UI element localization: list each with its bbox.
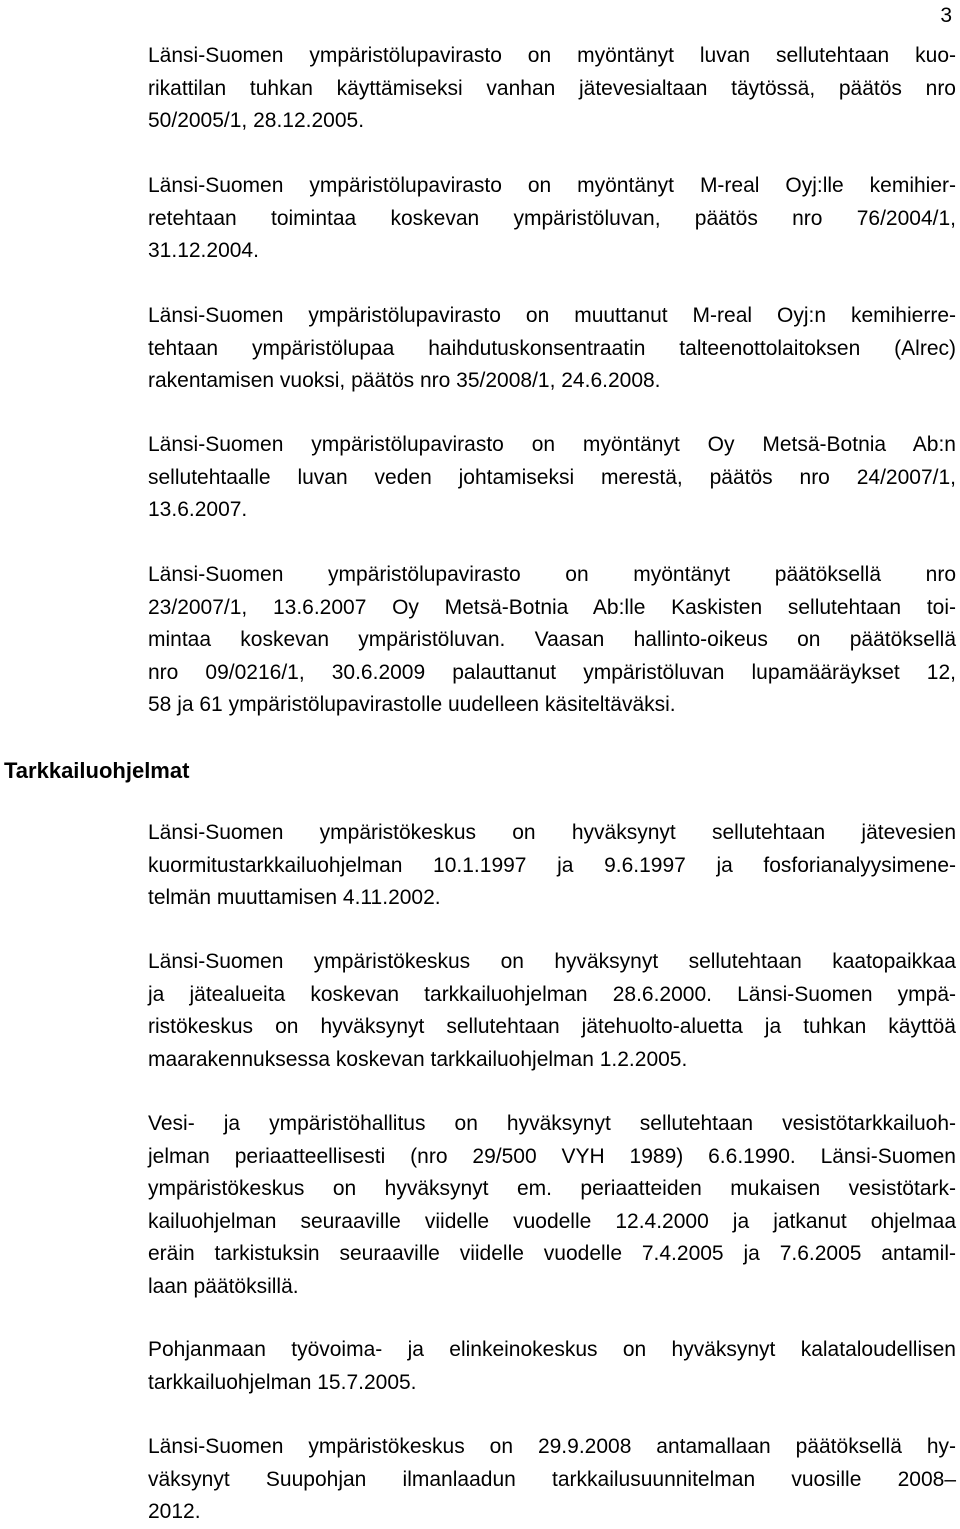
- text-line: retehtaan toimintaa koskevan ympäristöluvan, päätös nro 76/2004/1,: [148, 206, 956, 230]
- text-line: Vesi- ja ympäristöhallitus on hyväksynyt sellutehtaan vesistötarkkailuoh-: [148, 1112, 956, 1135]
- paragraph: [148, 1431, 956, 1529]
- text-line: kailuohjelman seuraaville viidelle vuodelle 12.4.2000 ja jatkanut ohjelmaa: [148, 1209, 956, 1233]
- text-line: tarkkailuohjelman 15.7.2005.: [148, 1370, 417, 1394]
- text-line: Pohjanmaan työvoima- ja elinkeinokeskus on hyväksynyt kalataloudellisen: [148, 1338, 956, 1361]
- text-line: ristökeskus on hyväksynyt sellutehtaan jätehuolto-aluetta ja tuhkan käyttöä: [148, 1015, 956, 1039]
- text-line: Länsi-Suomen ympäristölupavirasto on myöntänyt päätöksellä nro: [148, 563, 956, 586]
- paragraph: [148, 1108, 956, 1304]
- text-line: 50/2005/1, 28.12.2005.: [148, 109, 365, 133]
- text-line: mintaa koskevan ympäristöluvan. Vaasan hallinto-oikeus on päätöksellä: [148, 628, 956, 652]
- text-line: 13.6.2007.: [148, 498, 248, 522]
- text-line: nro 09/0216/1, 30.6.2009 palauttanut ympäristöluvan lupamääräykset 12,: [148, 660, 956, 684]
- text-line: maarakennuksessa koskevan tarkkailuohjelman 1.2.2005.: [148, 1047, 688, 1071]
- text-line: väksynyt Suupohjan ilmanlaadun tarkkailusuunnitelman vuosille 2008–: [148, 1467, 956, 1491]
- paragraph: [148, 300, 956, 398]
- text-line: Länsi-Suomen ympäristökeskus on 29.9.2008 antamallaan päätöksellä hy-: [148, 1435, 956, 1458]
- text-line: Länsi-Suomen ympäristölupavirasto on myöntänyt luvan sellutehtaan kuo-: [148, 44, 956, 67]
- text-line: 58 ja 61 ympäristölupavirastolle uudelleen käsiteltäväksi.: [148, 693, 676, 717]
- paragraph: [148, 559, 956, 722]
- text-line: Länsi-Suomen ympäristölupavirasto on myöntänyt Oy Metsä-Botnia Ab:n: [148, 433, 956, 456]
- paragraph: [148, 40, 956, 138]
- text-line: ja jätealueita koskevan tarkkailuohjelman 28.6.2000. Länsi-Suomen ympä-: [148, 982, 956, 1006]
- text-line: kuormitustarkkailuohjelman 10.1.1997 ja 9.6.1997 ja fosforianalyysimene-: [148, 853, 956, 877]
- paragraph: [148, 1334, 956, 1399]
- text-line: rakentamisen vuoksi, päätös nro 35/2008/1, 24.6.2008.: [148, 369, 661, 393]
- text-line: tehtaan ympäristölupaa haihdutuskonsentraatin talteenottolaitoksen (Alrec): [148, 336, 956, 360]
- text-line: 31.12.2004.: [148, 239, 259, 263]
- paragraph: [148, 429, 956, 527]
- paragraph: [148, 817, 956, 915]
- text-line: laan päätöksillä.: [148, 1274, 299, 1298]
- text-line: ympäristökeskus on hyväksynyt em. periaatteiden mukaisen vesistötark-: [148, 1177, 956, 1201]
- text-line: Länsi-Suomen ympäristökeskus on hyväksynyt sellutehtaan jätevesien: [148, 821, 956, 844]
- text-line: jelman periaatteellisesti (nro 29/500 VYH 1989) 6.6.1990. Länsi-Suomen: [148, 1144, 956, 1168]
- text-line: Länsi-Suomen ympäristökeskus on hyväksynyt sellutehtaan kaatopaikkaa: [148, 950, 956, 973]
- text-line: rikattilan tuhkan käyttämiseksi vanhan jätevesialtaan täytössä, päätös nro: [148, 76, 956, 100]
- text-line: 2012.: [148, 1500, 201, 1524]
- text-line: 23/2007/1, 13.6.2007 Oy Metsä-Botnia Ab:lle Kaskisten sellutehtaan toi-: [148, 595, 956, 619]
- paragraph: [148, 946, 956, 1076]
- text-line: telmän muuttamisen 4.11.2002.: [148, 886, 441, 910]
- text-line: eräin tarkistuksin seuraaville viidelle vuodelle 7.4.2005 ja 7.6.2005 antamil-: [148, 1242, 956, 1266]
- text-line: Länsi-Suomen ympäristölupavirasto on myöntänyt M-real Oyj:lle kemihier-: [148, 174, 956, 197]
- text-line: sellutehtaalle luvan veden johtamiseksi merestä, päätös nro 24/2007/1,: [148, 465, 956, 489]
- paragraph: [148, 170, 956, 268]
- text-line: Länsi-Suomen ympäristölupavirasto on muuttanut M-real Oyj:n kemihierre-: [148, 304, 956, 327]
- section-heading: Tarkkailuohjelmat: [4, 758, 190, 783]
- page-number: 3: [940, 4, 952, 27]
